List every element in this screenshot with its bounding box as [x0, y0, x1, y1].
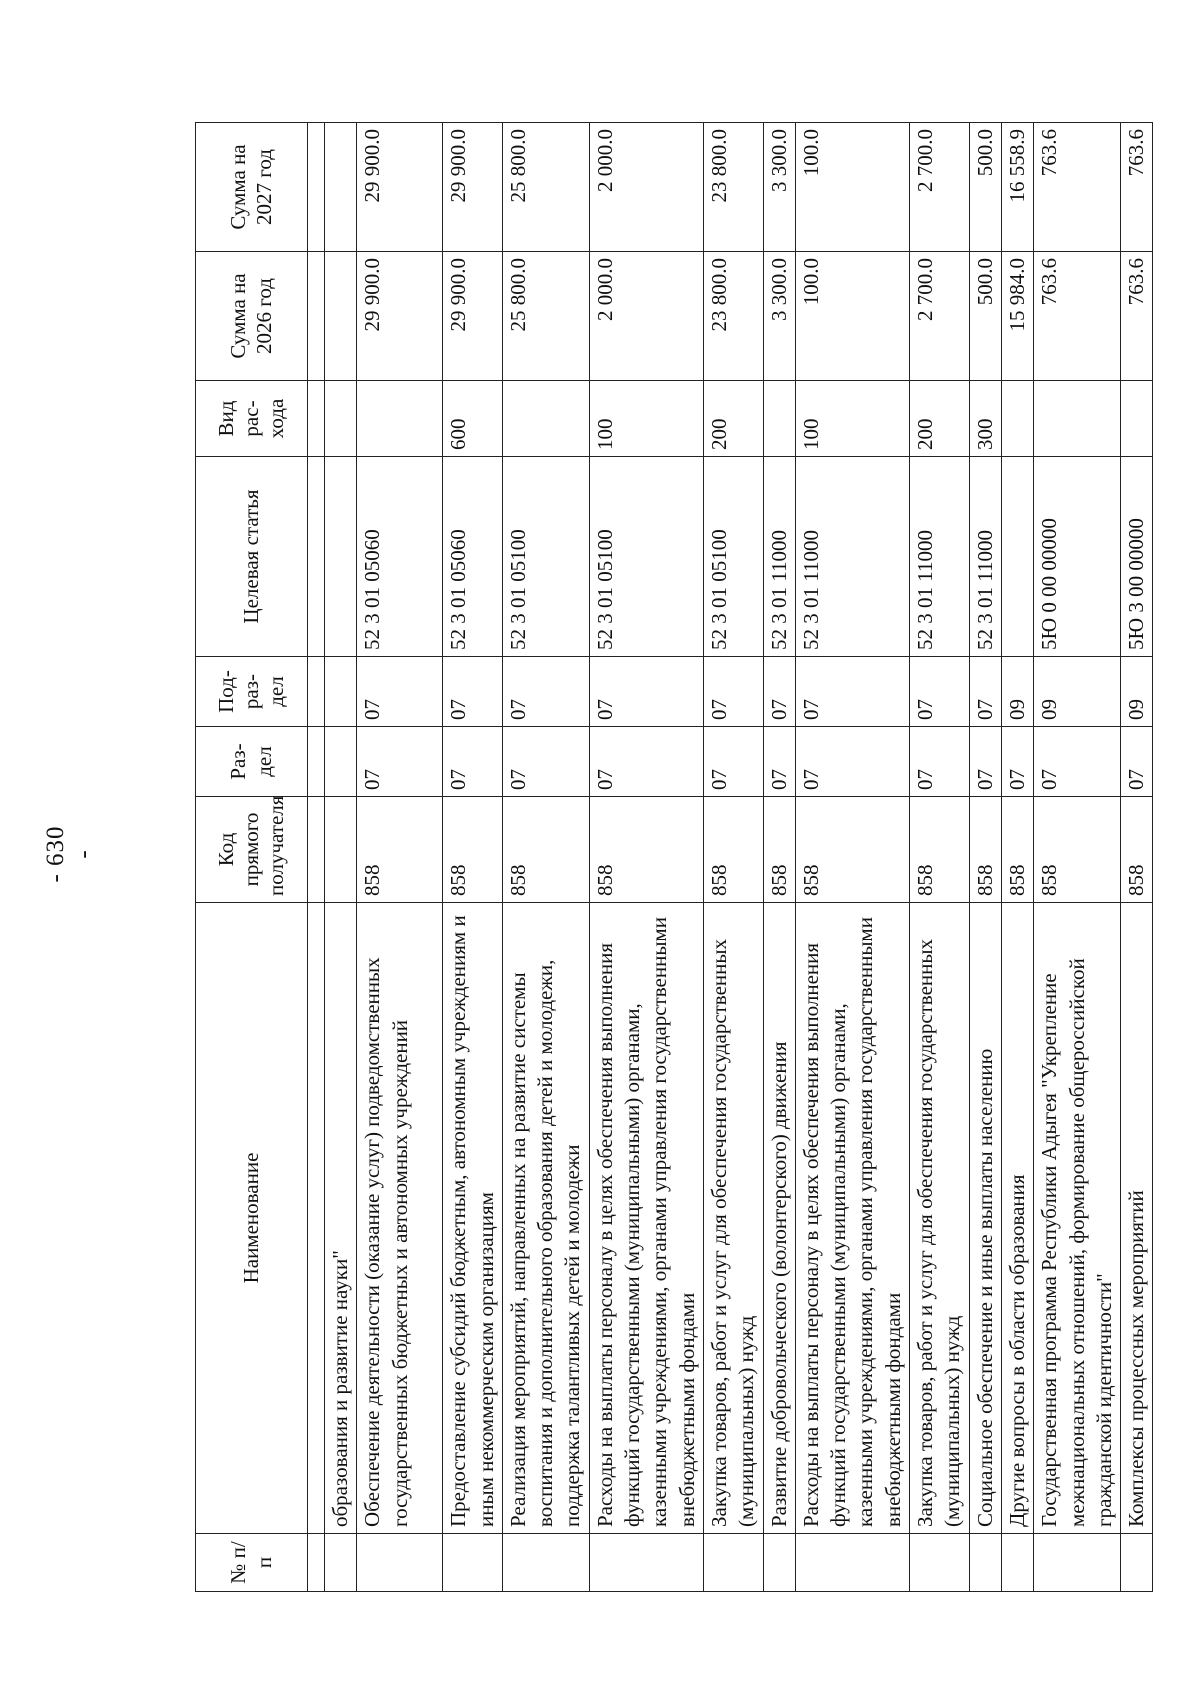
row-recipient-code: 858	[357, 797, 443, 903]
row-name: Закупка товаров, работ и услуг для обеспечения государственных (муниципальных) нужд	[703, 903, 763, 1534]
row-name: Другие вопросы в области образования	[1001, 903, 1033, 1534]
col-header-recipient-code: Код прямого получателя	[196, 797, 308, 903]
row-sum-2027: 763.6	[1034, 123, 1121, 252]
row-razdel: 07	[357, 727, 443, 797]
budget-table	[195, 122, 1153, 1592]
row-recipient-code: 858	[443, 797, 503, 903]
row-sum-2026	[308, 252, 325, 381]
row-podrazdel: 07	[795, 657, 909, 727]
row-target-article: 52 3 01 05100	[703, 457, 763, 657]
row-num	[703, 1534, 763, 1592]
row-expense-type: 600	[443, 381, 503, 457]
header-row	[196, 123, 308, 1592]
row-sum-2026: 2 700.0	[910, 252, 970, 381]
row-name: Обеспечение деятельности (оказание услуг) подведомственных государственных бюджетных и автономных учреждений	[357, 903, 443, 1534]
row-expense-type	[1121, 381, 1153, 457]
row-sum-2027: 16 558.9	[1001, 123, 1033, 252]
row-num	[763, 1534, 795, 1592]
row-sum-2026: 23 800.0	[703, 252, 763, 381]
row-sum-2026: 763.6	[1034, 252, 1121, 381]
row-razdel: 07	[1121, 727, 1153, 797]
row-recipient-code: 858	[1121, 797, 1153, 903]
row-target-article: 52 3 01 05060	[443, 457, 503, 657]
row-name: Закупка товаров, работ и услуг для обеспечения государственных (муниципальных) нужд	[910, 903, 970, 1534]
row-podrazdel: 09	[1034, 657, 1121, 727]
row-razdel: 07	[1001, 727, 1033, 797]
row-target-article: 52 3 01 05100	[502, 457, 589, 657]
row-razdel: 07	[763, 727, 795, 797]
table-row	[357, 123, 443, 1592]
row-razdel: 07	[910, 727, 970, 797]
table-row	[308, 123, 325, 1592]
row-target-article: 52 3 01 05060	[357, 457, 443, 657]
row-sum-2026: 100.0	[795, 252, 909, 381]
row-num	[589, 1534, 703, 1592]
row-podrazdel: 07	[703, 657, 763, 727]
row-recipient-code: 858	[589, 797, 703, 903]
row-expense-type	[357, 381, 443, 457]
table-row	[1001, 123, 1033, 1592]
row-podrazdel: 07	[357, 657, 443, 727]
row-sum-2026: 29 900.0	[357, 252, 443, 381]
row-target-article: 52 3 01 11000	[763, 457, 795, 657]
row-sum-2026: 500.0	[969, 252, 1001, 381]
row-sum-2027: 2 700.0	[910, 123, 970, 252]
row-sum-2027	[308, 123, 325, 252]
col-header-sum-2026: Сумма на 2026 год	[196, 252, 308, 381]
row-num	[1121, 1534, 1153, 1592]
row-razdel	[325, 727, 357, 797]
row-target-article: 5Ю 3 00 00000	[1121, 457, 1153, 657]
row-name: Развитие добровольческого (волонтерского) движения	[763, 903, 795, 1534]
row-podrazdel: 07	[502, 657, 589, 727]
row-recipient-code: 858	[703, 797, 763, 903]
page-number: - 630 -	[42, 825, 97, 883]
row-target-article: 52 3 01 11000	[910, 457, 970, 657]
row-name: Расходы на выплаты персоналу в целях обеспечения выполнения функций государственными (муниципальными) органами, казенными учреждениями, органами управления государственными внебюджетными фондами	[795, 903, 909, 1534]
row-expense-type: 300	[969, 381, 1001, 457]
row-razdel: 07	[969, 727, 1001, 797]
row-num	[910, 1534, 970, 1592]
row-recipient-code: 858	[502, 797, 589, 903]
row-name: Государственная программа Республики Адыгея "Укрепление межнациональных отношений, формирование общероссийской гражданской идентичности"	[1034, 903, 1121, 1534]
table-row	[795, 123, 909, 1592]
row-sum-2026: 2 000.0	[589, 252, 703, 381]
row-num	[357, 1534, 443, 1592]
table-row	[703, 123, 763, 1592]
row-expense-type	[763, 381, 795, 457]
row-sum-2027: 763.6	[1121, 123, 1153, 252]
row-razdel: 07	[795, 727, 909, 797]
row-expense-type	[1001, 381, 1033, 457]
row-recipient-code: 858	[910, 797, 970, 903]
col-header-podrazdel: Под-раз-дел	[196, 657, 308, 727]
row-podrazdel: 09	[1121, 657, 1153, 727]
row-sum-2026: 29 900.0	[443, 252, 503, 381]
row-podrazdel: 07	[969, 657, 1001, 727]
row-recipient-code: 858	[1034, 797, 1121, 903]
row-expense-type	[1034, 381, 1121, 457]
row-expense-type: 200	[910, 381, 970, 457]
row-recipient-code	[325, 797, 357, 903]
col-header-expense-type: Вид рас-хода	[196, 381, 308, 457]
table-row	[1121, 123, 1153, 1592]
table-row	[910, 123, 970, 1592]
row-recipient-code	[308, 797, 325, 903]
row-num	[795, 1534, 909, 1592]
row-num	[1034, 1534, 1121, 1592]
row-sum-2027: 23 800.0	[703, 123, 763, 252]
row-target-article	[308, 457, 325, 657]
table-row	[763, 123, 795, 1592]
row-name: Предоставление субсидий бюджетным, автономным учреждениям и иным некоммерческим организациям	[443, 903, 503, 1534]
row-recipient-code: 858	[969, 797, 1001, 903]
row-sum-2027: 29 900.0	[357, 123, 443, 252]
row-expense-type: 200	[703, 381, 763, 457]
row-num	[308, 1534, 325, 1592]
row-num	[969, 1534, 1001, 1592]
row-name: Расходы на выплаты персоналу в целях обеспечения выполнения функций государственными (муниципальными) органами, казенными учреждениями, органами управления государственными внебюджетными фондами	[589, 903, 703, 1534]
row-name	[308, 903, 325, 1534]
row-name: образования и развитие науки"	[325, 903, 357, 1534]
table-row	[969, 123, 1001, 1592]
row-podrazdel: 09	[1001, 657, 1033, 727]
row-sum-2026: 25 800.0	[502, 252, 589, 381]
table-row	[502, 123, 589, 1592]
table-row	[589, 123, 703, 1592]
row-target-article: 52 3 01 05100	[589, 457, 703, 657]
row-name: Социальное обеспечение и иные выплаты населению	[969, 903, 1001, 1534]
row-name: Комплексы процессных мероприятий	[1121, 903, 1153, 1534]
row-razdel: 07	[1034, 727, 1121, 797]
row-name: Реализация мероприятий, направленных на развитие системы воспитания и дополнительного образования детей и молодежи, поддержка талантливых детей и молодежи	[502, 903, 589, 1534]
row-target-article	[1001, 457, 1033, 657]
row-num	[1001, 1534, 1033, 1592]
row-recipient-code: 858	[795, 797, 909, 903]
row-expense-type: 100	[795, 381, 909, 457]
row-num	[325, 1534, 357, 1592]
row-num	[443, 1534, 503, 1592]
row-podrazdel: 07	[910, 657, 970, 727]
row-sum-2027: 2 000.0	[589, 123, 703, 252]
col-header-razdel: Раз-дел	[196, 727, 308, 797]
row-expense-type	[502, 381, 589, 457]
row-podrazdel: 07	[763, 657, 795, 727]
row-podrazdel	[308, 657, 325, 727]
col-header-num: № п/п	[196, 1534, 308, 1592]
row-sum-2027: 25 800.0	[502, 123, 589, 252]
row-podrazdel	[325, 657, 357, 727]
row-target-article: 52 3 01 11000	[969, 457, 1001, 657]
col-header-target-article: Целевая статья	[196, 457, 308, 657]
row-razdel: 07	[589, 727, 703, 797]
col-header-name: Наименование	[196, 903, 308, 1534]
row-recipient-code: 858	[763, 797, 795, 903]
row-expense-type: 100	[589, 381, 703, 457]
table-row	[443, 123, 503, 1592]
rotated-table-container	[195, 123, 1149, 1592]
row-sum-2027: 29 900.0	[443, 123, 503, 252]
row-target-article	[325, 457, 357, 657]
row-expense-type	[308, 381, 325, 457]
row-razdel: 07	[502, 727, 589, 797]
row-sum-2026: 3 300.0	[763, 252, 795, 381]
row-razdel: 07	[443, 727, 503, 797]
table-row	[325, 123, 357, 1592]
row-sum-2026: 15 984.0	[1001, 252, 1033, 381]
row-target-article: 5Ю 0 00 00000	[1034, 457, 1121, 657]
table-row	[1034, 123, 1121, 1592]
row-sum-2027: 3 300.0	[763, 123, 795, 252]
row-num	[502, 1534, 589, 1592]
row-podrazdel: 07	[443, 657, 503, 727]
row-razdel: 07	[703, 727, 763, 797]
row-target-article: 52 3 01 11000	[795, 457, 909, 657]
row-sum-2027: 500.0	[969, 123, 1001, 252]
row-sum-2026	[325, 252, 357, 381]
row-expense-type	[325, 381, 357, 457]
row-podrazdel: 07	[589, 657, 703, 727]
row-sum-2027: 100.0	[795, 123, 909, 252]
col-header-sum-2027: Сумма на 2027 год	[196, 123, 308, 252]
row-sum-2027	[325, 123, 357, 252]
row-razdel	[308, 727, 325, 797]
row-sum-2026: 763.6	[1121, 252, 1153, 381]
row-recipient-code: 858	[1001, 797, 1033, 903]
